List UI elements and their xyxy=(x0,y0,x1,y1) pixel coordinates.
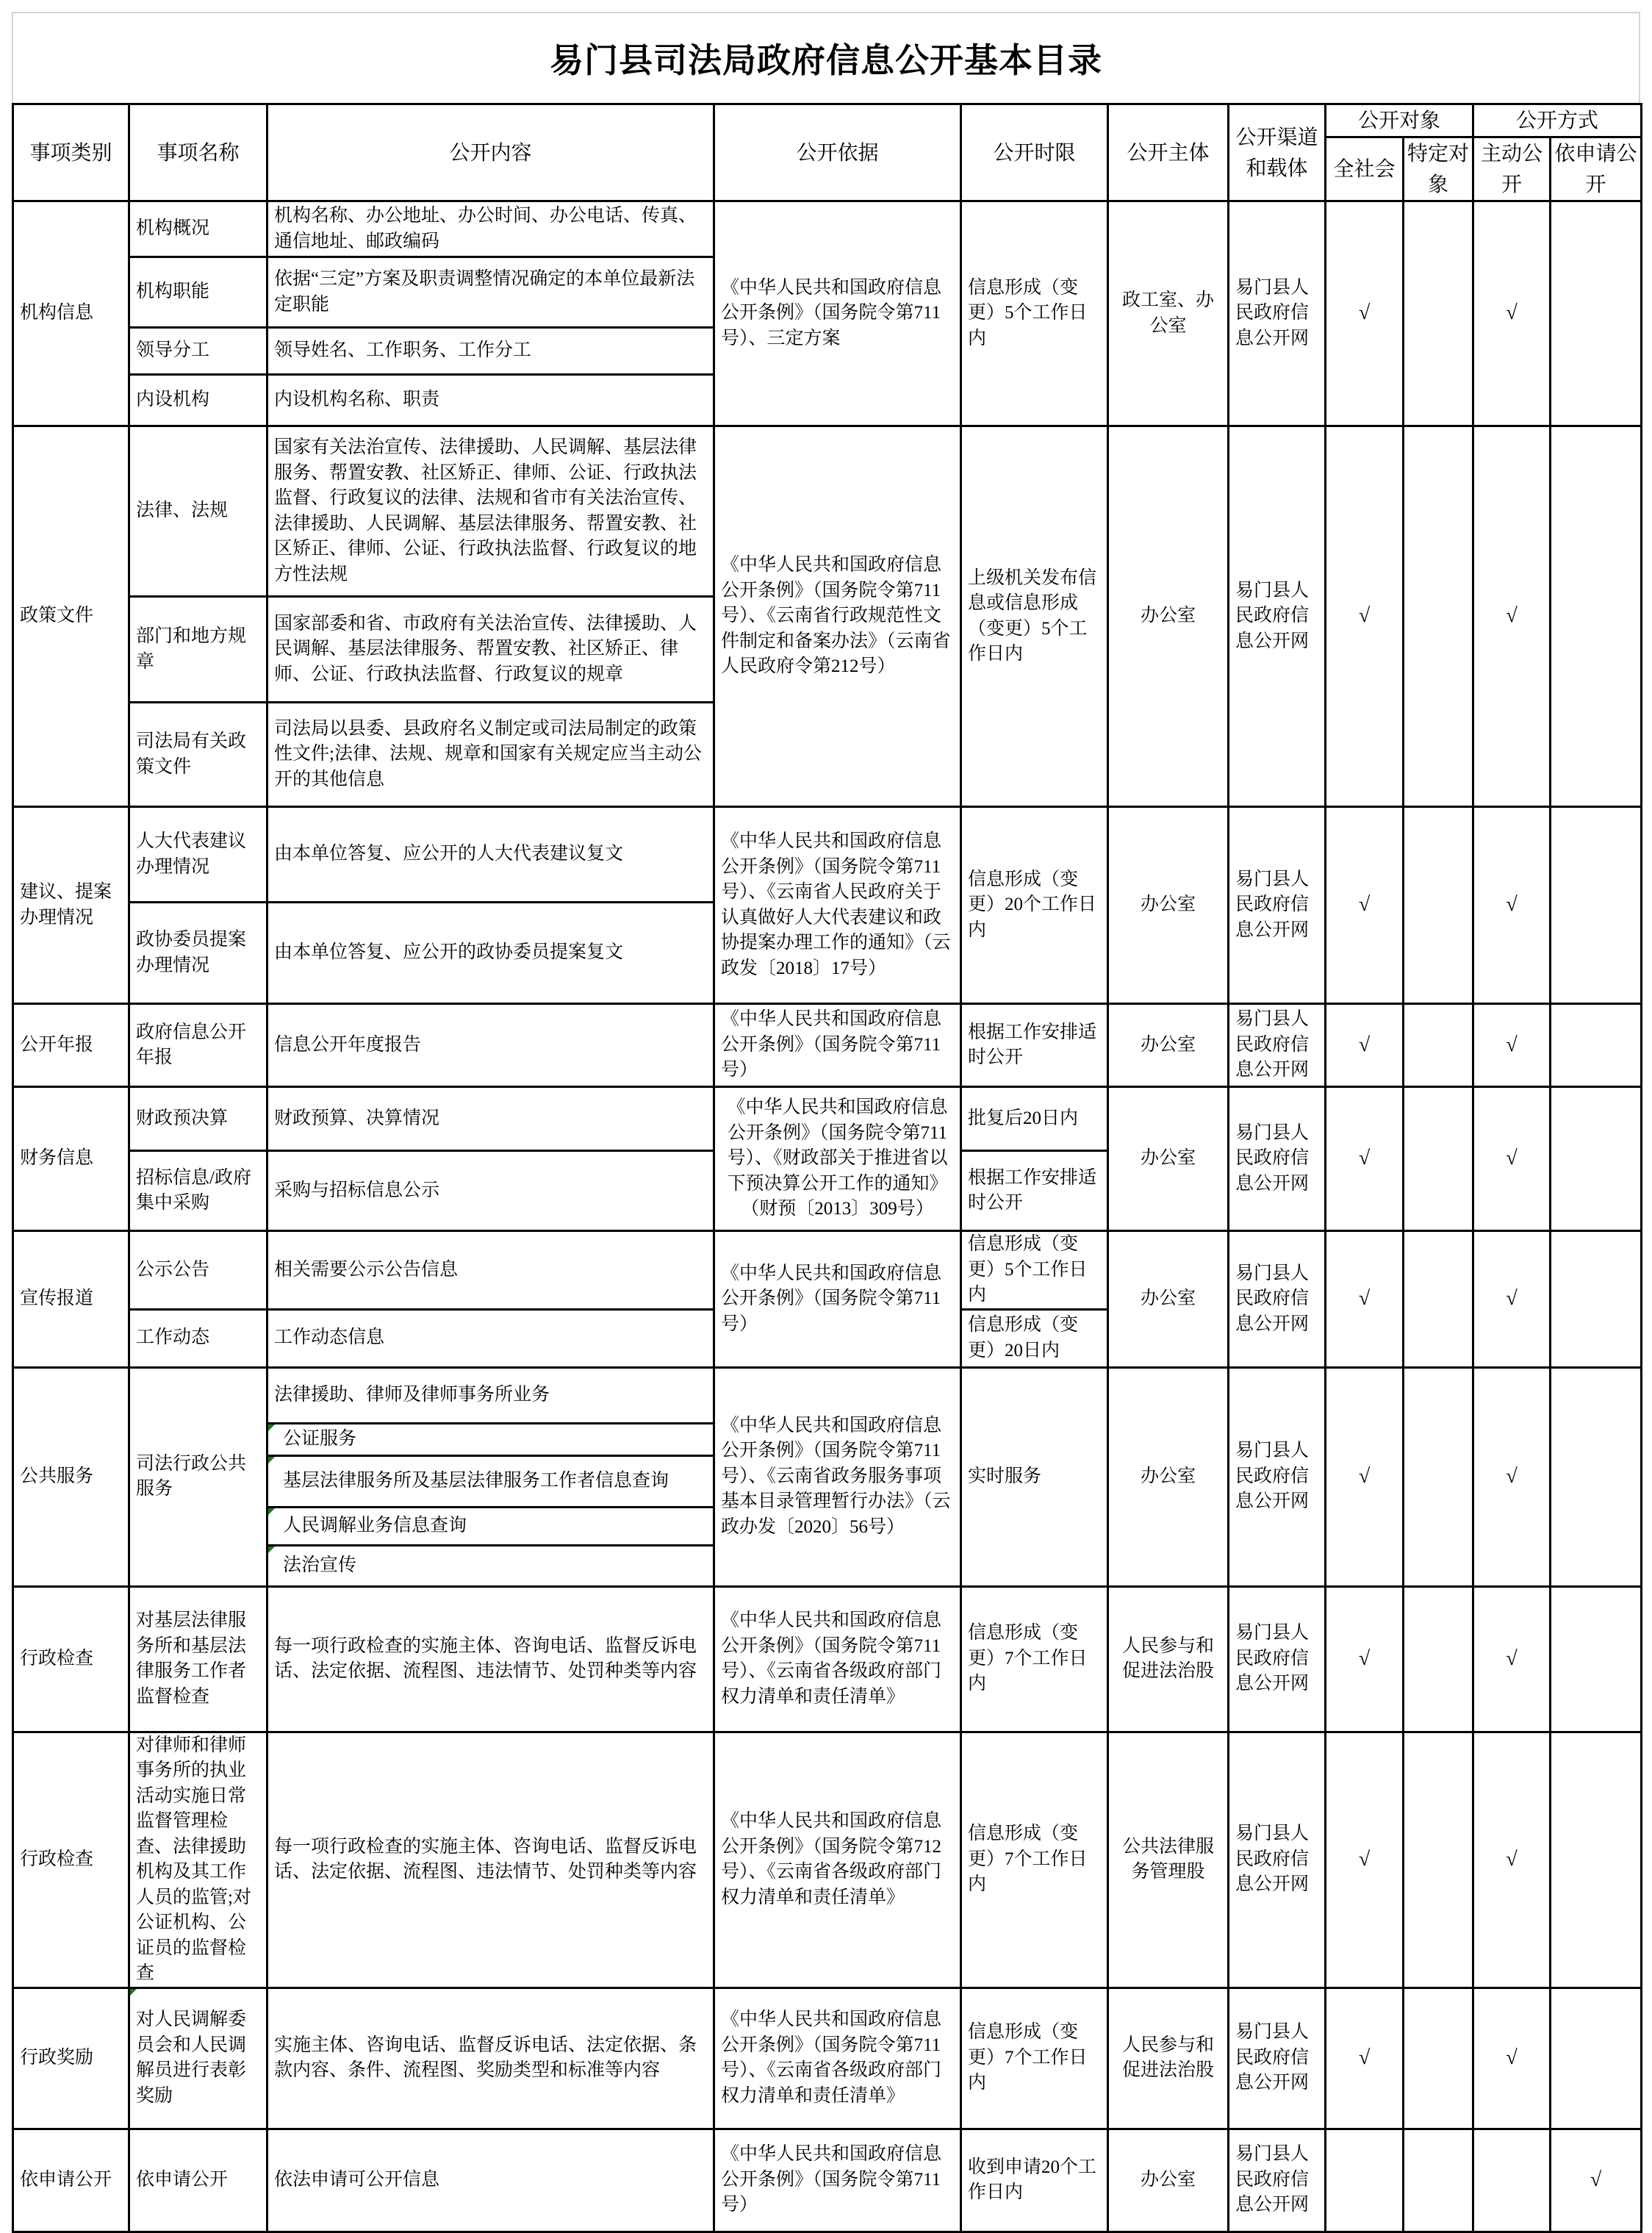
audience-all-check: √ xyxy=(1326,1732,1404,1988)
mode-active-check: √ xyxy=(1473,201,1551,426)
audience-all-check: √ xyxy=(1326,1586,1404,1732)
mode-request-check xyxy=(1551,201,1642,426)
time-limit-cell: 根据工作安排适时公开 xyxy=(961,1151,1108,1231)
channel-cell: 易门县人民政府信息公开网 xyxy=(1229,426,1326,807)
item-name: 司法行政公共服务 xyxy=(129,1367,267,1586)
table-row xyxy=(13,1732,1642,1988)
category-cell: 机构信息 xyxy=(13,201,129,426)
audience-specific-check xyxy=(1404,1586,1473,1732)
audience-all-check: √ xyxy=(1326,201,1404,426)
mode-active-check xyxy=(1473,2129,1551,2232)
audience-all-check: √ xyxy=(1326,807,1404,1004)
time-limit-cell: 信息形成（变更）7个工作日内 xyxy=(961,1586,1108,1732)
header-name: 事项名称 xyxy=(129,104,267,201)
time-limit-cell: 信息形成（变更）20日内 xyxy=(961,1309,1108,1367)
subject-cell: 办公室 xyxy=(1108,1231,1229,1368)
audience-all-check: √ xyxy=(1326,1004,1404,1087)
time-limit-cell: 信息形成（变更）20个工作日内 xyxy=(961,807,1108,1004)
item-content: 依据“三定”方案及职责调整情况确定的本单位最新法定职能 xyxy=(267,257,714,328)
title-box xyxy=(12,12,1640,103)
item-name: 招标信息/政府集中采购 xyxy=(129,1151,267,1231)
channel-cell: 易门县人民政府信息公开网 xyxy=(1229,1087,1326,1231)
item-name: 对人民调解委员会和人民调解员进行表彰奖励 xyxy=(129,1988,267,2129)
basis-cell: 《中华人民共和国政府信息公开条例》（国务院令第711号）、《财政部关于推进省以下预决算公开工作的通知》（财预〔2013〕309号） xyxy=(714,1087,961,1231)
item-name: 领导分工 xyxy=(129,328,267,375)
mode-request-check xyxy=(1551,1586,1642,1732)
audience-specific-check xyxy=(1404,1732,1473,1988)
category-cell: 依申请公开 xyxy=(13,2129,129,2232)
basis-cell: 《中华人民共和国政府信息公开条例》（国务院令第712号）、《云南省各级政府部门权力清单和责任清单》 xyxy=(714,1732,961,1988)
audience-specific-check xyxy=(1404,2129,1473,2232)
audience-all-check: √ xyxy=(1326,1367,1404,1586)
header-audience-all: 全社会 xyxy=(1326,137,1404,201)
item-content: 国家部委和省、市政府有关法治宣传、法律援助、人民调解、基层法律服务、帮置安教、社区矫正、律师、公证、行政执法监督、行政复议的规章 xyxy=(267,597,714,703)
item-name: 机构概况 xyxy=(129,201,267,257)
time-limit-cell: 信息形成（变更）5个工作日内 xyxy=(961,1231,1108,1310)
audience-specific-check xyxy=(1404,807,1473,1004)
header-mode-request: 依申请公开 xyxy=(1551,137,1642,201)
mode-request-check xyxy=(1551,1367,1642,1586)
audience-all-check: √ xyxy=(1326,1988,1404,2129)
channel-cell: 易门县人民政府信息公开网 xyxy=(1229,201,1326,426)
subject-cell: 办公室 xyxy=(1108,1004,1229,1087)
item-name: 对律师和律师事务所的执业活动实施日常监督管理检查、法律援助机构及其工作人员的监管;对公证机构、公证员的监督检查 xyxy=(129,1732,267,1988)
category-cell: 宣传报道 xyxy=(13,1231,129,1368)
mode-active-check: √ xyxy=(1473,807,1551,1004)
channel-cell: 易门县人民政府信息公开网 xyxy=(1229,1231,1326,1368)
time-limit-cell: 信息形成（变更）7个工作日内 xyxy=(961,1988,1108,2129)
basis-cell: 《中华人民共和国政府信息公开条例》（国务院令第711号）、《云南省行政规范性文件制定和备案办法》（云南省人民政府令第212号） xyxy=(714,426,961,807)
basis-cell: 《中华人民共和国政府信息公开条例》（国务院令第711号）、《云南省各级政府部门权力清单和责任清单》 xyxy=(714,1586,961,1732)
audience-specific-check xyxy=(1404,201,1473,426)
mode-request-check xyxy=(1551,1087,1642,1231)
header-category: 事项类别 xyxy=(13,104,129,201)
time-limit-cell: 信息形成（变更）7个工作日内 xyxy=(961,1732,1108,1988)
item-name: 政府信息公开年报 xyxy=(129,1004,267,1087)
table-row xyxy=(13,201,1642,257)
audience-specific-check xyxy=(1404,1087,1473,1231)
item-content: 依法申请可公开信息 xyxy=(267,2129,714,2232)
subject-cell: 办公室 xyxy=(1108,1087,1229,1231)
table-row xyxy=(13,1231,1642,1310)
mode-active-check: √ xyxy=(1473,1004,1551,1087)
mode-active-check: √ xyxy=(1473,1732,1551,1988)
mode-request-check xyxy=(1551,426,1642,807)
header-subject: 公开主体 xyxy=(1108,104,1229,201)
item-content: 法律援助、律师及律师事务所业务 xyxy=(267,1367,714,1423)
item-content: 实施主体、咨询电话、监督反诉电话、法定依据、条款内容、条件、流程图、奖励类型和标准等内容 xyxy=(267,1988,714,2129)
mode-request-check xyxy=(1551,1231,1642,1368)
item-content: 国家有关法治宣传、法律援助、人民调解、基层法律服务、帮置安教、社区矫正、律师、公证、行政执法监督、行政复议的法律、法规和省市有关法治宣传、法律援助、人民调解、基层法律服务、帮置安教、社区矫正、律师、公证、行政执法监督、行政复议的地方性法规 xyxy=(267,426,714,597)
table-row xyxy=(13,1087,1642,1151)
basis-cell: 《中华人民共和国政府信息公开条例》（国务院令第711号）、《云南省政务服务事项基本目录管理暂行办法》（云政办发〔2020〕56号） xyxy=(714,1367,961,1586)
header-mode: 公开方式 xyxy=(1473,104,1642,137)
header-audience-specific: 特定对象 xyxy=(1404,137,1473,201)
category-cell: 行政检查 xyxy=(13,1586,129,1732)
category-cell: 行政奖励 xyxy=(13,1988,129,2129)
mode-request-check xyxy=(1551,1004,1642,1087)
item-content: 由本单位答复、应公开的人大代表建议复文 xyxy=(267,807,714,903)
subject-cell: 政工室、办公室 xyxy=(1108,201,1229,426)
header-mode-active: 主动公开 xyxy=(1473,137,1551,201)
category-cell: 公开年报 xyxy=(13,1004,129,1087)
table-row xyxy=(13,1586,1642,1732)
item-content: 相关需要公示公告信息 xyxy=(267,1231,714,1310)
table-row xyxy=(13,1004,1642,1087)
channel-cell: 易门县人民政府信息公开网 xyxy=(1229,1732,1326,1988)
subject-cell: 人民参与和促进法治股 xyxy=(1108,1586,1229,1732)
time-limit-cell: 上级机关发布信息或信息形成（变更）5个工作日内 xyxy=(961,426,1108,807)
table-row xyxy=(13,807,1642,903)
category-cell: 财务信息 xyxy=(13,1087,129,1231)
mode-request-check xyxy=(1551,807,1642,1004)
header-audience: 公开对象 xyxy=(1326,104,1473,137)
item-content: 人民调解业务信息查询 xyxy=(267,1507,714,1545)
mode-active-check: √ xyxy=(1473,1087,1551,1231)
category-cell: 行政检查 xyxy=(13,1732,129,1988)
mode-active-check: √ xyxy=(1473,1586,1551,1732)
subject-cell: 办公室 xyxy=(1108,426,1229,807)
subject-cell: 办公室 xyxy=(1108,807,1229,1004)
table-row xyxy=(13,426,1642,597)
audience-specific-check xyxy=(1404,1004,1473,1087)
time-limit-cell: 实时服务 xyxy=(961,1367,1108,1586)
category-cell: 公共服务 xyxy=(13,1367,129,1586)
mode-active-check: √ xyxy=(1473,426,1551,807)
time-limit-cell: 根据工作安排适时公开 xyxy=(961,1004,1108,1087)
channel-cell: 易门县人民政府信息公开网 xyxy=(1229,1586,1326,1732)
audience-all-check: √ xyxy=(1326,1087,1404,1231)
item-name: 政协委员提案办理情况 xyxy=(129,903,267,1004)
mode-request-check xyxy=(1551,1732,1642,1988)
item-name: 法律、法规 xyxy=(129,426,267,597)
item-content: 每一项行政检查的实施主体、咨询电话、监督反诉电话、法定依据、流程图、违法情节、处罚种类等内容 xyxy=(267,1732,714,1988)
item-content: 每一项行政检查的实施主体、咨询电话、监督反诉电话、法定依据、流程图、违法情节、处罚种类等内容 xyxy=(267,1586,714,1732)
item-content: 公证服务 xyxy=(267,1423,714,1455)
header-time-limit: 公开时限 xyxy=(961,104,1108,201)
audience-specific-check xyxy=(1404,1367,1473,1586)
item-name: 对基层法律服务所和基层法律服务工作者监督检查 xyxy=(129,1586,267,1732)
time-limit-cell: 批复后20日内 xyxy=(961,1087,1108,1151)
mode-active-check: √ xyxy=(1473,1988,1551,2129)
item-content: 采购与招标信息公示 xyxy=(267,1151,714,1231)
channel-cell: 易门县人民政府信息公开网 xyxy=(1229,807,1326,1004)
audience-specific-check xyxy=(1404,426,1473,807)
audience-all-check: √ xyxy=(1326,426,1404,807)
channel-cell: 易门县人民政府信息公开网 xyxy=(1229,1988,1326,2129)
subject-cell: 人民参与和促进法治股 xyxy=(1108,1988,1229,2129)
item-content: 由本单位答复、应公开的政协委员提案复文 xyxy=(267,903,714,1004)
item-content: 领导姓名、工作职务、工作分工 xyxy=(267,328,714,375)
item-content: 工作动态信息 xyxy=(267,1309,714,1367)
table-row xyxy=(13,1988,1642,2129)
item-name: 部门和地方规章 xyxy=(129,597,267,703)
catalog-table xyxy=(12,103,1642,2233)
mode-request-check: √ xyxy=(1551,2129,1642,2232)
header-basis: 公开依据 xyxy=(714,104,961,201)
item-name: 人大代表建议办理情况 xyxy=(129,807,267,903)
header-channel: 公开渠道和载体 xyxy=(1229,104,1326,201)
category-cell: 政策文件 xyxy=(13,426,129,807)
basis-cell: 《中华人民共和国政府信息公开条例》（国务院令第711号）、《云南省人民政府关于认真做好人大代表建议和政协提案办理工作的通知》（云政发〔2018〕17号） xyxy=(714,807,961,1004)
item-name: 工作动态 xyxy=(129,1309,267,1367)
table-row xyxy=(13,1367,1642,1423)
category-cell: 建议、提案办理情况 xyxy=(13,807,129,1004)
basis-cell: 《中华人民共和国政府信息公开条例》（国务院令第711号）、《云南省各级政府部门权力清单和责任清单》 xyxy=(714,1988,961,2129)
basis-cell: 《中华人民共和国政府信息公开条例》（国务院令第711号）、三定方案 xyxy=(714,201,961,426)
basis-cell: 《中华人民共和国政府信息公开条例》（国务院令第711号） xyxy=(714,2129,961,2232)
item-content: 信息公开年度报告 xyxy=(267,1004,714,1087)
page-title: 易门县司法局政府信息公开基本目录 xyxy=(550,40,1102,80)
channel-cell: 易门县人民政府信息公开网 xyxy=(1229,1367,1326,1586)
mode-active-check: √ xyxy=(1473,1367,1551,1586)
audience-specific-check xyxy=(1404,1231,1473,1368)
audience-all-check: √ xyxy=(1326,1231,1404,1368)
item-name: 依申请公开 xyxy=(129,2129,267,2232)
item-content: 内设机构名称、职责 xyxy=(267,375,714,426)
basis-cell: 《中华人民共和国政府信息公开条例》（国务院令第711号） xyxy=(714,1231,961,1368)
item-content: 法治宣传 xyxy=(267,1545,714,1586)
mode-request-check xyxy=(1551,1988,1642,2129)
time-limit-cell: 信息形成（变更）5个工作日内 xyxy=(961,201,1108,426)
item-content: 财政预算、决算情况 xyxy=(267,1087,714,1151)
channel-cell: 易门县人民政府信息公开网 xyxy=(1229,1004,1326,1087)
item-content: 基层法律服务所及基层法律服务工作者信息查询 xyxy=(267,1455,714,1507)
item-content: 司法局以县委、县政府名义制定或司法局制定的政策性文件;法律、法规、规章和国家有关规定应当主动公开的其他信息 xyxy=(267,703,714,807)
subject-cell: 公共法律服务管理股 xyxy=(1108,1732,1229,1988)
item-content: 机构名称、办公地址、办公时间、办公电话、传真、通信地址、邮政编码 xyxy=(267,201,714,257)
item-name: 公示公告 xyxy=(129,1231,267,1310)
audience-specific-check xyxy=(1404,1988,1473,2129)
item-name: 机构职能 xyxy=(129,257,267,328)
time-limit-cell: 收到申请20个工作日内 xyxy=(961,2129,1108,2232)
audience-all-check xyxy=(1326,2129,1404,2232)
item-name: 司法局有关政策文件 xyxy=(129,703,267,807)
mode-active-check: √ xyxy=(1473,1231,1551,1368)
channel-cell: 易门县人民政府信息公开网 xyxy=(1229,2129,1326,2232)
header-content: 公开内容 xyxy=(267,104,714,201)
basis-cell: 《中华人民共和国政府信息公开条例》（国务院令第711号） xyxy=(714,1004,961,1087)
item-name: 内设机构 xyxy=(129,375,267,426)
subject-cell: 办公室 xyxy=(1108,1367,1229,1586)
table-row xyxy=(13,2129,1642,2232)
item-name: 财政预决算 xyxy=(129,1087,267,1151)
subject-cell: 办公室 xyxy=(1108,2129,1229,2232)
